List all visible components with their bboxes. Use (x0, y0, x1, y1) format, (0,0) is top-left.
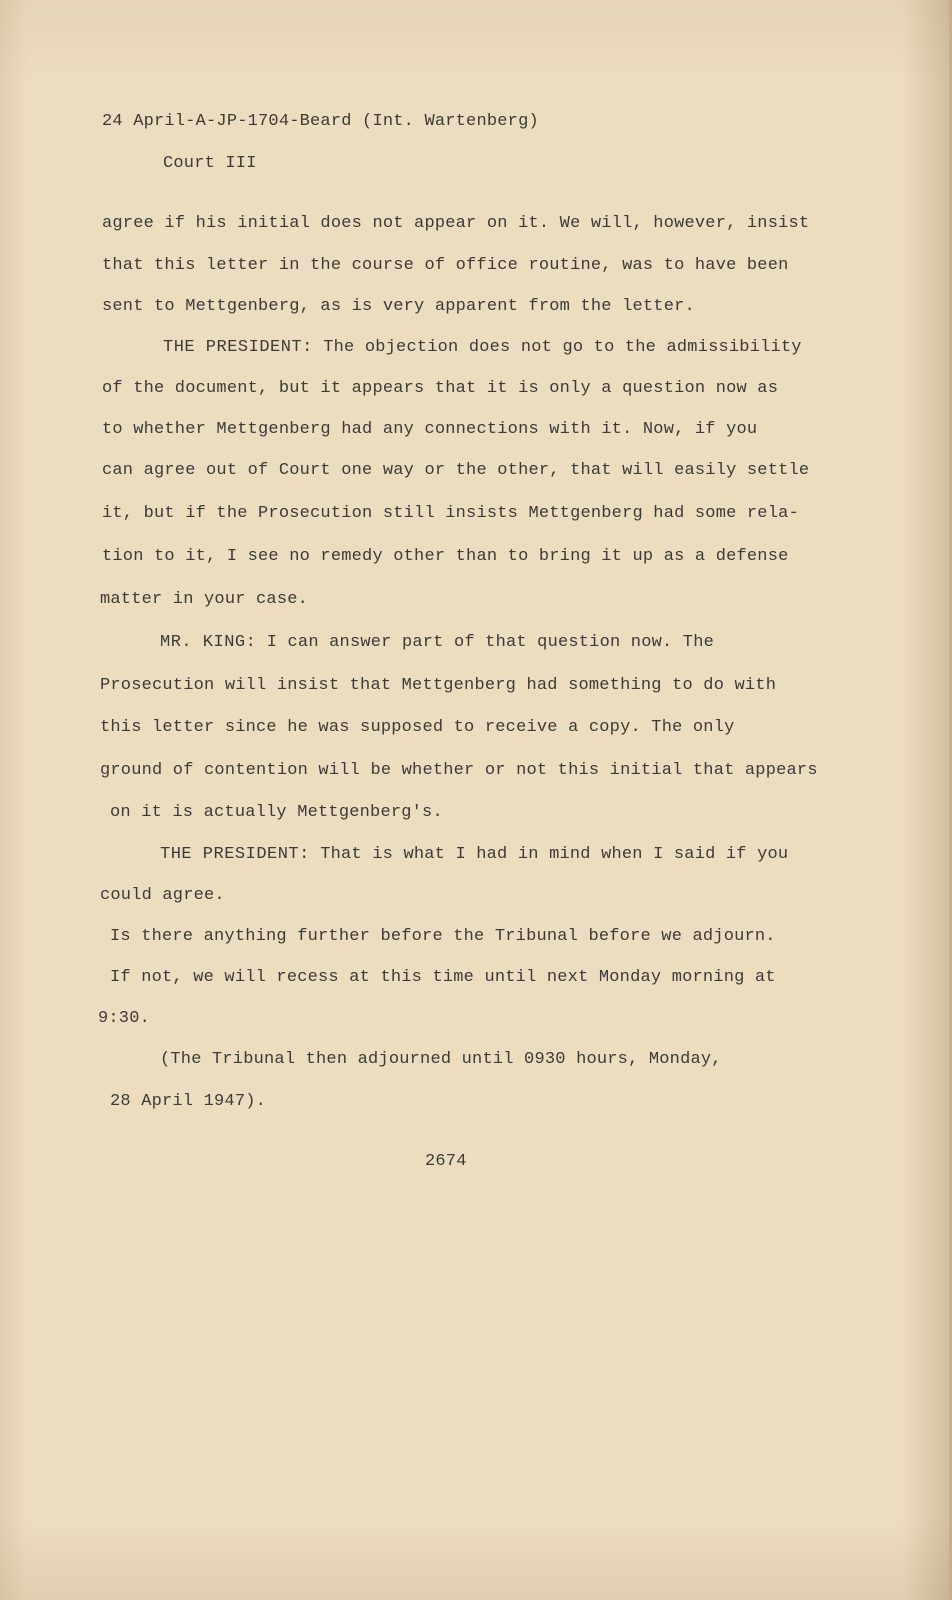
text-line (160, 845, 788, 864)
text-line (163, 338, 802, 357)
text-line: tion to it, I see no remedy other than to bring it up as a defense (102, 547, 789, 566)
text-line: Prosecution will insist that Mettgenberg had something to do with (100, 676, 777, 695)
speech-text: The objection does not go to the admissibility (312, 338, 802, 357)
text-line: If not, we will recess at this time until next Monday morning at (110, 968, 776, 987)
text-line: Is there anything further before the Tribunal before we adjourn. (110, 927, 776, 946)
speech-text: I can answer part of that question now. The (256, 633, 715, 652)
text-line: ground of contention will be whether or not this initial that appears (100, 761, 818, 780)
text-line: sent to Mettgenberg, as is very apparent from the letter. (102, 297, 695, 316)
text-line: on it is actually Mettgenberg's. (110, 803, 443, 822)
page-number: 2674 (425, 1152, 467, 1171)
document-header: 24 April-A-JP-1704-Beard (Int. Wartenberg) (102, 112, 539, 131)
text-line: can agree out of Court one way or the other, that will easily settle (102, 461, 810, 480)
text-line (160, 633, 714, 652)
text-line: that this letter in the course of office routine, was to have been (102, 256, 789, 275)
text-line: could agree. (100, 886, 225, 905)
court-label: Court III (163, 154, 257, 173)
text-line: agree if his initial does not appear on it. We will, however, insist (102, 214, 810, 233)
speaker-label: THE PRESIDENT: (163, 338, 313, 357)
speaker-label: THE PRESIDENT: (160, 845, 310, 864)
text-line: to whether Mettgenberg had any connections with it. Now, if you (102, 420, 758, 439)
text-line: of the document, but it appears that it is only a question now as (102, 379, 779, 398)
text-line: 28 April 1947). (110, 1092, 267, 1111)
text-line: matter in your case. (100, 590, 309, 609)
text-line: it, but if the Prosecution still insists Mettgenberg had some rela- (102, 504, 799, 523)
text-line: this letter since he was supposed to receive a copy. The only (100, 718, 735, 737)
speaker-label: MR. KING: (160, 633, 257, 652)
text-line: 9:30. (98, 1009, 151, 1028)
speech-text: That is what I had in mind when I said if you (309, 845, 789, 864)
text-line: (The Tribunal then adjourned until 0930 hours, Monday, (160, 1050, 722, 1069)
